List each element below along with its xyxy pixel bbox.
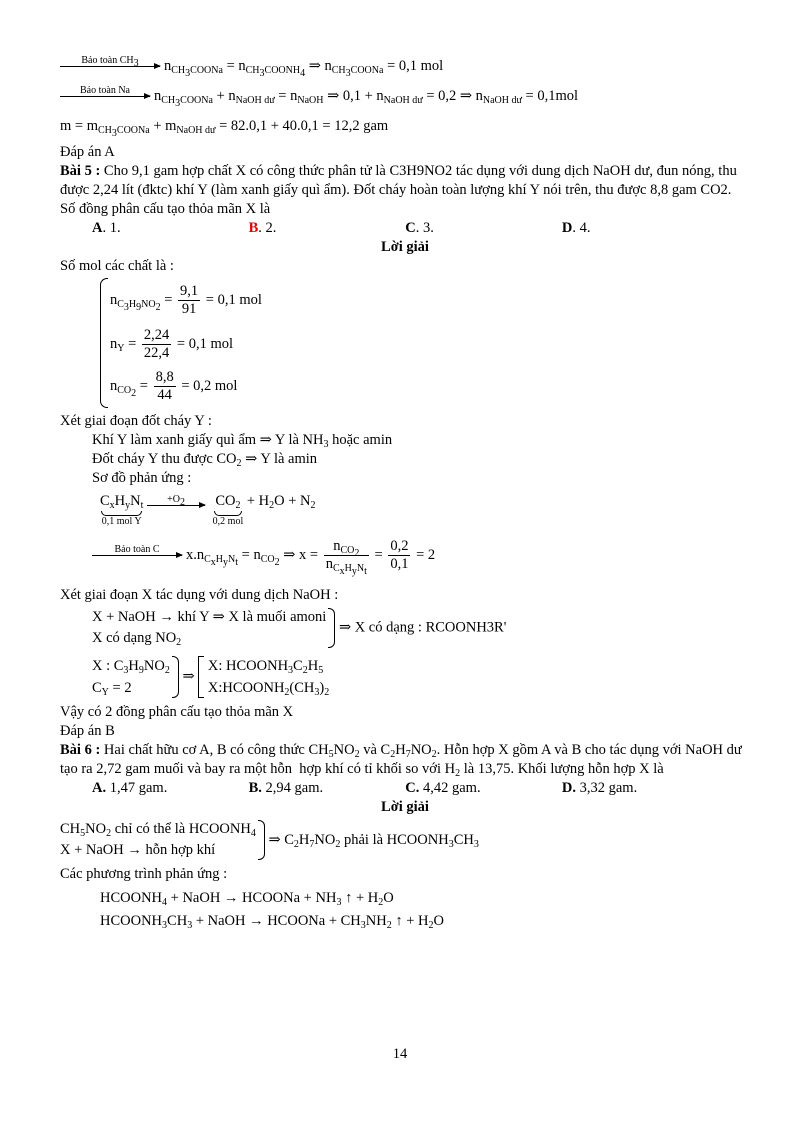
bai5-mol-intro: Số mol các chất là : (60, 258, 174, 274)
bai5-stage2: Xét giai đoạn X tác dụng với dung dịch NaOH : (60, 587, 339, 603)
eq-bao-toan-ch3: Bảo toàn $CH_3$ $n_{CH_3COONa} = n_{CH_3COONH_4}$ ⇒ $n_{CH_3COONa} = 0,1$ mol (60, 55, 750, 85)
bai5-isomers: X : $C_3H_9NO_2$ $C_Y = 2$ ⇒ X: $HCOONH_3C_2H_5$ $X:HCOONH_2(CH_3)_2$ (92, 658, 330, 698)
bai5-answer: Đáp án B (60, 723, 115, 739)
bai5-s1-l2: Đốt cháy Y thu được $CO_2$ ⇒ Y là amin (92, 451, 318, 469)
bai5-option-c[interactable]: C. 3. (405, 220, 434, 236)
bai5-option-a[interactable]: A. 1. (92, 220, 121, 236)
eq-bao-toan-na: Bảo toàn Na $n_{CH_3COONa} + n_{NaOH dư} = n_{NaOH}$ ⇒ $0,1 + n_{NaOH dư} = 0,2$ ⇒ $n_{NaOH dư} = 0,1mol$ (60, 85, 750, 117)
answer-prev: Đáp án A (60, 144, 115, 160)
bai6-eq-intro: Các phương trình phản ứng : (60, 866, 228, 882)
bai5-option-b[interactable]: B. 2. (248, 220, 277, 236)
bai5-s1-l1: Khí Y làm xanh giấy quì ẩm ⇒ Y là $NH_3$ hoặc amin (92, 432, 393, 450)
bai5-solution-title: Lời giải (381, 239, 429, 255)
bai5-text: Cho 9,1 gam hợp chất X có công thức phân tử là C3H9NO2 tác dụng với dung dịch NaOH dư, đun nóng, thu được 2,24 lít (đktc) khí Y (làm xanh giấy quì ẩm). Đốt cháy hoàn toàn lượng khí Y nói trên, thu được 8,8 gam CO2. Số đồng phân cấu tạo thỏa mãn X là (60, 163, 737, 217)
bai6-eq1: $HCOONH_4$ + NaOH → HCOONa + $NH_3$ ↑ + $H_2O$ (100, 890, 394, 908)
bai5-conclusion: Vậy có 2 đồng phân cấu tạo thỏa mãn X (60, 704, 294, 720)
bai6-option-a[interactable]: A. 1,47 gam. (92, 780, 168, 796)
bai5-s1-l3: Sơ đồ phản ứng : (92, 470, 192, 486)
bai6-question (60, 741, 750, 779)
bai6-text: Hai chất hữu cơ A, B có công thức $CH_5NO_2$ và $C_2H_7NO_2$. Hỗn hợp X gồm A và B cho tác dụng với NaOH dư tạo ra 2,72 gam muối và bay ra một hỗn hợp khí có tỉ khối so với $H_2$ là 13,75. Khối lượng hỗn hợp X là (60, 742, 742, 779)
eq-mass: $m = m_{CH_3COONa} + m_{NaOH dư} = 82.0,1 + 40.0,1 = 12,2$ gam (60, 118, 389, 139)
eq-bao-toan-c: Bảo toàn C $x.n_{C_xH_yN_t} = n_{CO_2}$ ⇒ x = $\frac{n_{CO_2}}{n_{C_xH_yN_t}}$ = $\frac{0,2}{0,1}$ = 2 (60, 538, 750, 584)
bai5-options (60, 219, 750, 238)
bai6-options (60, 779, 750, 798)
page-number: 14 (392, 1046, 408, 1062)
bai6-option-b[interactable]: B. 2,94 gam. (248, 780, 324, 796)
bai6-solution-title: Lời giải (381, 799, 429, 815)
bai5-stage1: Xét giai đoạn đốt cháy Y : (60, 413, 212, 429)
bai6-title: Bài 6 : (60, 742, 101, 758)
bai5-option-d[interactable]: D. 4. (561, 220, 591, 236)
bai6-system: $CH_5NO_2$ chỉ có thể là $HCOONH_4$ X + NaOH → hỗn hợp khí ⇒ $C_2H_7NO_2$ phải là $HCOONH_3CH_3$ (60, 821, 479, 858)
bai5-reaction-scheme: $C_xH_yN_t$ 0,1 mol Y $+O_2$ $CO_2$ 0,2 mol + $H_2O + N_2$ (100, 493, 316, 527)
bai6-eq2: $HCOONH_3CH_3$ + NaOH → HCOONa + $CH_3NH_2$ ↑ + $H_2O$ (100, 913, 444, 931)
bai6-option-d[interactable]: D. 3,32 gam. (561, 780, 638, 796)
bai6-option-c[interactable]: C. 4,42 gam. (405, 780, 481, 796)
bai5-title: Bài 5 : (60, 163, 101, 179)
bai5-mol-system: $n_{C_3H_9NO_2}$ = $\frac{9,1}{91}$ = 0,1 mol $n_Y$ = $\frac{2,24}{22,4}$ = 0,1 mol $n_{CO_2}$ = $\frac{8,8}{44}$ = 0,2 mol (100, 278, 750, 408)
page-content (60, 55, 750, 933)
bai5-question (60, 162, 750, 219)
bai5-s2-system: X + NaOH → khí Y ⇒ X là muối amoni X có dạng $NO_2$ ⇒ X có dạng : RCOONH3R' (92, 609, 507, 648)
